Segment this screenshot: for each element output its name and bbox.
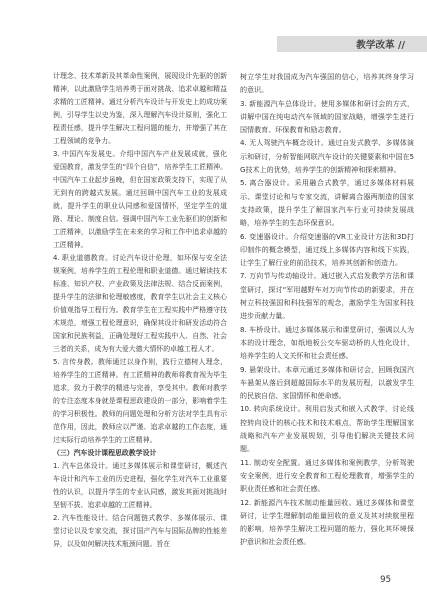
paragraph: 7. 万向节与传动轴设计。通过嵌入式启发教学方法和课堂研讨，探讨“军用越野车对万向节传动的新要求，并在树立科技强国和科技强军的观念，激励学生为国家科技进步贡献力量。	[240, 271, 414, 321]
paragraph: 计理念、技术革新及其革命性案例，展现设计先驱的创新精神，以此激励学生培养勇于面对挑战、追求卓越和精益求精的工匠精神。通过分析汽车设计与开发史上的成功案例，引导学生以史为鉴，深入理解汽车设计原则，强化工程责任感，提升学生解决工程问题的能力，并增强了其在工程领域的竞争力。	[53, 72, 227, 145]
section-tag: 教学改革 //	[356, 40, 405, 51]
paragraph: 2. 汽车性能设计。结合问题链式教学、多媒体展示、课堂讨论以及专家交流，探讨国产汽车与国际品牌的性能差异，以及如何解决技术瓶颈问题。旨在	[53, 514, 227, 548]
left-column	[53, 70, 227, 551]
paragraph: 6. 变速器设计。介绍变速器的VR工业设计方法和3D打印制作的概念模型，通过线上多媒体内容和线下实践，让学生了解行业的前沿技术，培养其创新和创造力。	[240, 231, 414, 268]
paragraph: 1. 汽车总体设计。通过多媒体展示和课堂研讨，概述汽车设计和汽车工业的历史进程，强化学生对汽车工业重要性的认识，以提升学生的专业认同感，激发其面对挑战时坚韧不拔、追求卓越的工匠精神。	[53, 462, 227, 509]
paragraph: 11. 制动安全配置。通过多媒体和案例教学，分析驾驶安全案例，进行安全教育和工程伦理教育，增强学生的职业责任感和社会责任感。	[240, 457, 414, 494]
paragraph: 5. 离合器设计。采用融合式教学，通过多媒体材料展示、课堂讨论和与专家交流，讲解离合器两制造的国家支持政策，提升学生了解国家汽车行业可持续发展战略，培养学生的生态环保意识。	[240, 178, 414, 228]
paragraph: 3. 中国汽车发展史。介绍中国汽车产业发展成就，强化爱国教育，激发学生的“四个自信”，培养学生工匠精神。中国汽车工业起步虽晚，但在国家政策支持下，实现了从无到有的跨越式发展。通过回顾中国汽车工业的发展成就，提升学生的职业认同感和爱国情怀，坚定学生的道路、理论、制度自信。强调中国汽车工业先驱们的创新和工匠精神，以激励学生在未来的学习和工作中追求卓越的工匠精神。	[53, 150, 227, 249]
page-number: 95	[380, 575, 391, 585]
paragraph: 10. 转向系统设计。利用启发式和嵌入式教学，讨论线控转向设计的核心技术和技术难点，帮助学生理解国家战略和汽车产业发展规划，引导他们解决关键技术问题。	[240, 404, 414, 454]
paragraph: 5. 言传身教。教师通过以身作则，践行立德树人理念，培养学生的工匠精神。有工匠精神的教师将教育视为毕生追求，致力于教学的精进与完善，享受其中。教师对教学的专注态度本身就是课程思政建设的一部分，影响着学生的学习积极性。教师的问题处理和分析方法对学生具有示范作用，因此，教师应以严谨、追求卓越的工作态度，通过实际行动培养学生的工匠精神。	[53, 358, 227, 444]
paragraph: 12. 新能源汽车技术制动能量回收。通过多媒体和课堂研讨，让学生理解制动能量回收的意义及其对续航里程的影响，培养学生解决工程问题的能力，强化其环境保护意识和社会责任感。	[240, 497, 414, 547]
paragraph: 3. 新能源汽车总体设计。使用多媒体和研讨会的方式，讲解中国在纯电动汽车领域的国家战略，增强学生进行国情教育、环保教育和励志教育。	[240, 98, 414, 135]
page-header	[0, 36, 427, 52]
paragraph: 4. 职业道德教育。讨论汽车设计伦理，如环保与安全法规案例，培养学生的工程伦理和职业道德。通过解读技术标准、知识产权、产业政策及法律法规、结合反面案例，提升学生的法律和伦理敏感度，教育学生以社会主义核心价值观指导工程行为。教育学生在工程实践中严格遵守技术规范，增强工程伦理意识，确保其设计和研发活动符合国家和民族利益，正确处理好工程实践中人、自然、社会三者的关系，成为有大爱大德大情怀的卓越工程人才。	[53, 254, 227, 353]
paragraph: 8. 车桥设计。通过多媒体展示和课堂研讨，强调以人为本的设计理念，如纸地板公交车驱动桥的人性化设计，培养学生的人文关怀和社会责任感。	[240, 324, 414, 361]
paragraph: 4. 无人驾驶汽车概念设计。通过自发式教学、多媒体演示和研讨，分析智能网联汽车设计的关键要素和中国在5G技术上的优势，培养学生的创新精神和探索精神。	[240, 138, 414, 175]
right-column	[240, 70, 414, 549]
header-band	[277, 36, 427, 52]
section-heading: （三）汽车设计课程思政教学设计	[53, 449, 157, 457]
paragraph: 树立学生对我国成为汽车强国的信心，培养其终身学习的意识。	[240, 72, 414, 95]
paragraph: 9. 悬架设计。本章元通过多媒体和研讨会，回顾我国汽车悬架从落后到超越国际水平的发展历程，以激发学生的民族自信、家国情怀和使命感。	[240, 364, 414, 401]
